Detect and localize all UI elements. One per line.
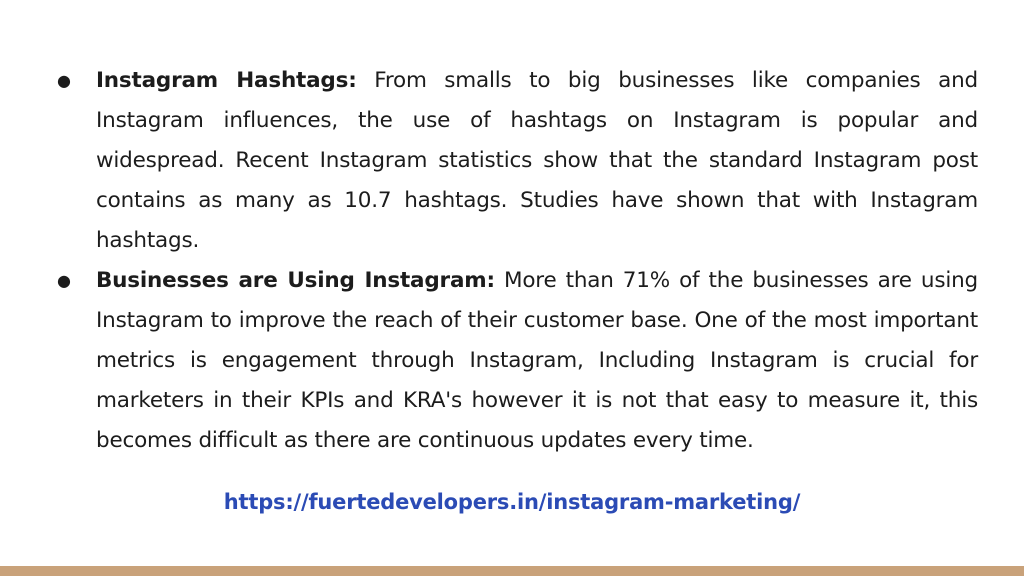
bullet-text: More than 71% of the businesses are using Instagram to improve the reach of their customer base. One of the most important metrics is engagement through Instagram, Including Instagram is crucial for marketers in their KPIs and KRA's however it is not that easy to measure it, this becomes difficult as there are continuous updates every time. xyxy=(96,268,978,453)
bullet-heading: Businesses are Using Instagram: xyxy=(96,268,495,293)
bullet-icon: ● xyxy=(57,71,71,90)
bullet-heading: Instagram Hashtags: xyxy=(96,68,357,93)
bullet-icon: ● xyxy=(57,271,71,290)
footer-bar xyxy=(0,566,1024,576)
source-link[interactable]: https://fuertedevelopers.in/instagram-marketing/ xyxy=(223,490,801,514)
bullet-list xyxy=(50,61,978,461)
bullet-item-businesses-using-instagram xyxy=(50,261,978,461)
bullet-text: From smalls to big businesses like companies and Instagram influences, the use of hashtags on Instagram is popular and widespread. Recent Instagram statistics show that the standard Instagram post contains as many as 10.7 hashtags. Studies have shown that with Instagram hashtags. xyxy=(96,68,978,253)
bullet-item-instagram-hashtags xyxy=(50,61,978,261)
